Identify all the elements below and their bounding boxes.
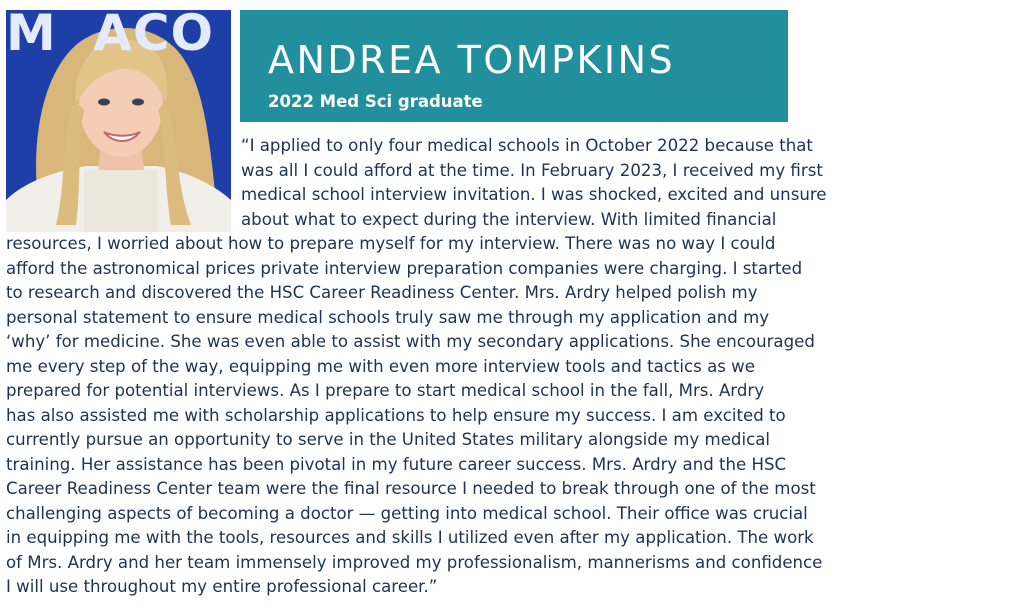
quote-line: in equipping me with the tools, resources and skills I utilized even after my application. The work (6, 528, 814, 547)
quote-line: “I applied to only four medical schools in October 2022 because that (241, 136, 813, 155)
quote-line: ‘why’ for medicine. She was even able to assist with my secondary applications. She encouraged (6, 332, 815, 351)
quote-line: prepared for potential interviews. As I prepare to start medical school in the fall, Mrs. Ardry (6, 381, 765, 400)
portrait-photo (6, 10, 231, 232)
graduation-subtitle: 2022 Med Sci graduate (268, 92, 483, 111)
quote-line: training. Her assistance has been pivotal in my future career success. Mrs. Ardry and the HSC (6, 454, 787, 474)
quote-line: of Mrs. Ardry and her team immensely improved my professionalism, mannerisms and confidence (6, 552, 823, 572)
quote-line: was all I could afford at the time. In February 2023, I received my first (241, 160, 823, 180)
quote-line: resources, I worried about how to prepare myself for my interview. There was no way I could (6, 234, 776, 253)
quote-line: personal statement to ensure medical schools truly saw me through my application and my (6, 307, 770, 327)
quote-line: me every step of the way, equipping me with even more interview tools and tactics as we (6, 356, 755, 376)
quote-line: afford the astronomical prices private interview preparation companies were charging. I started (6, 258, 803, 278)
quote-line: about what to expect during the interview. With limited financial (241, 209, 777, 229)
name-header-banner (240, 10, 788, 122)
person-name: ANDREA TOMPKINS (268, 38, 676, 82)
quote-line: Career Readiness Center team were the final resource I needed to break through one of the most (6, 479, 816, 498)
quote-line: I will use throughout my entire professional career.” (6, 577, 438, 596)
quote-line: medical school interview invitation. I was shocked, excited and unsure (241, 185, 827, 204)
quote-line: currently pursue an opportunity to serve in the United States military alongside my medical (6, 430, 770, 449)
quote-line: challenging aspects of becoming a doctor — getting into medical school. Their office was crucial (6, 503, 808, 523)
photo-banner-text: M ACO (6, 10, 215, 62)
quote-line: to research and discovered the HSC Career Readiness Center. Mrs. Ardry helped polish my (6, 283, 758, 302)
quote-line: has also assisted me with scholarship applications to help ensure my success. I am excited to (6, 405, 786, 425)
